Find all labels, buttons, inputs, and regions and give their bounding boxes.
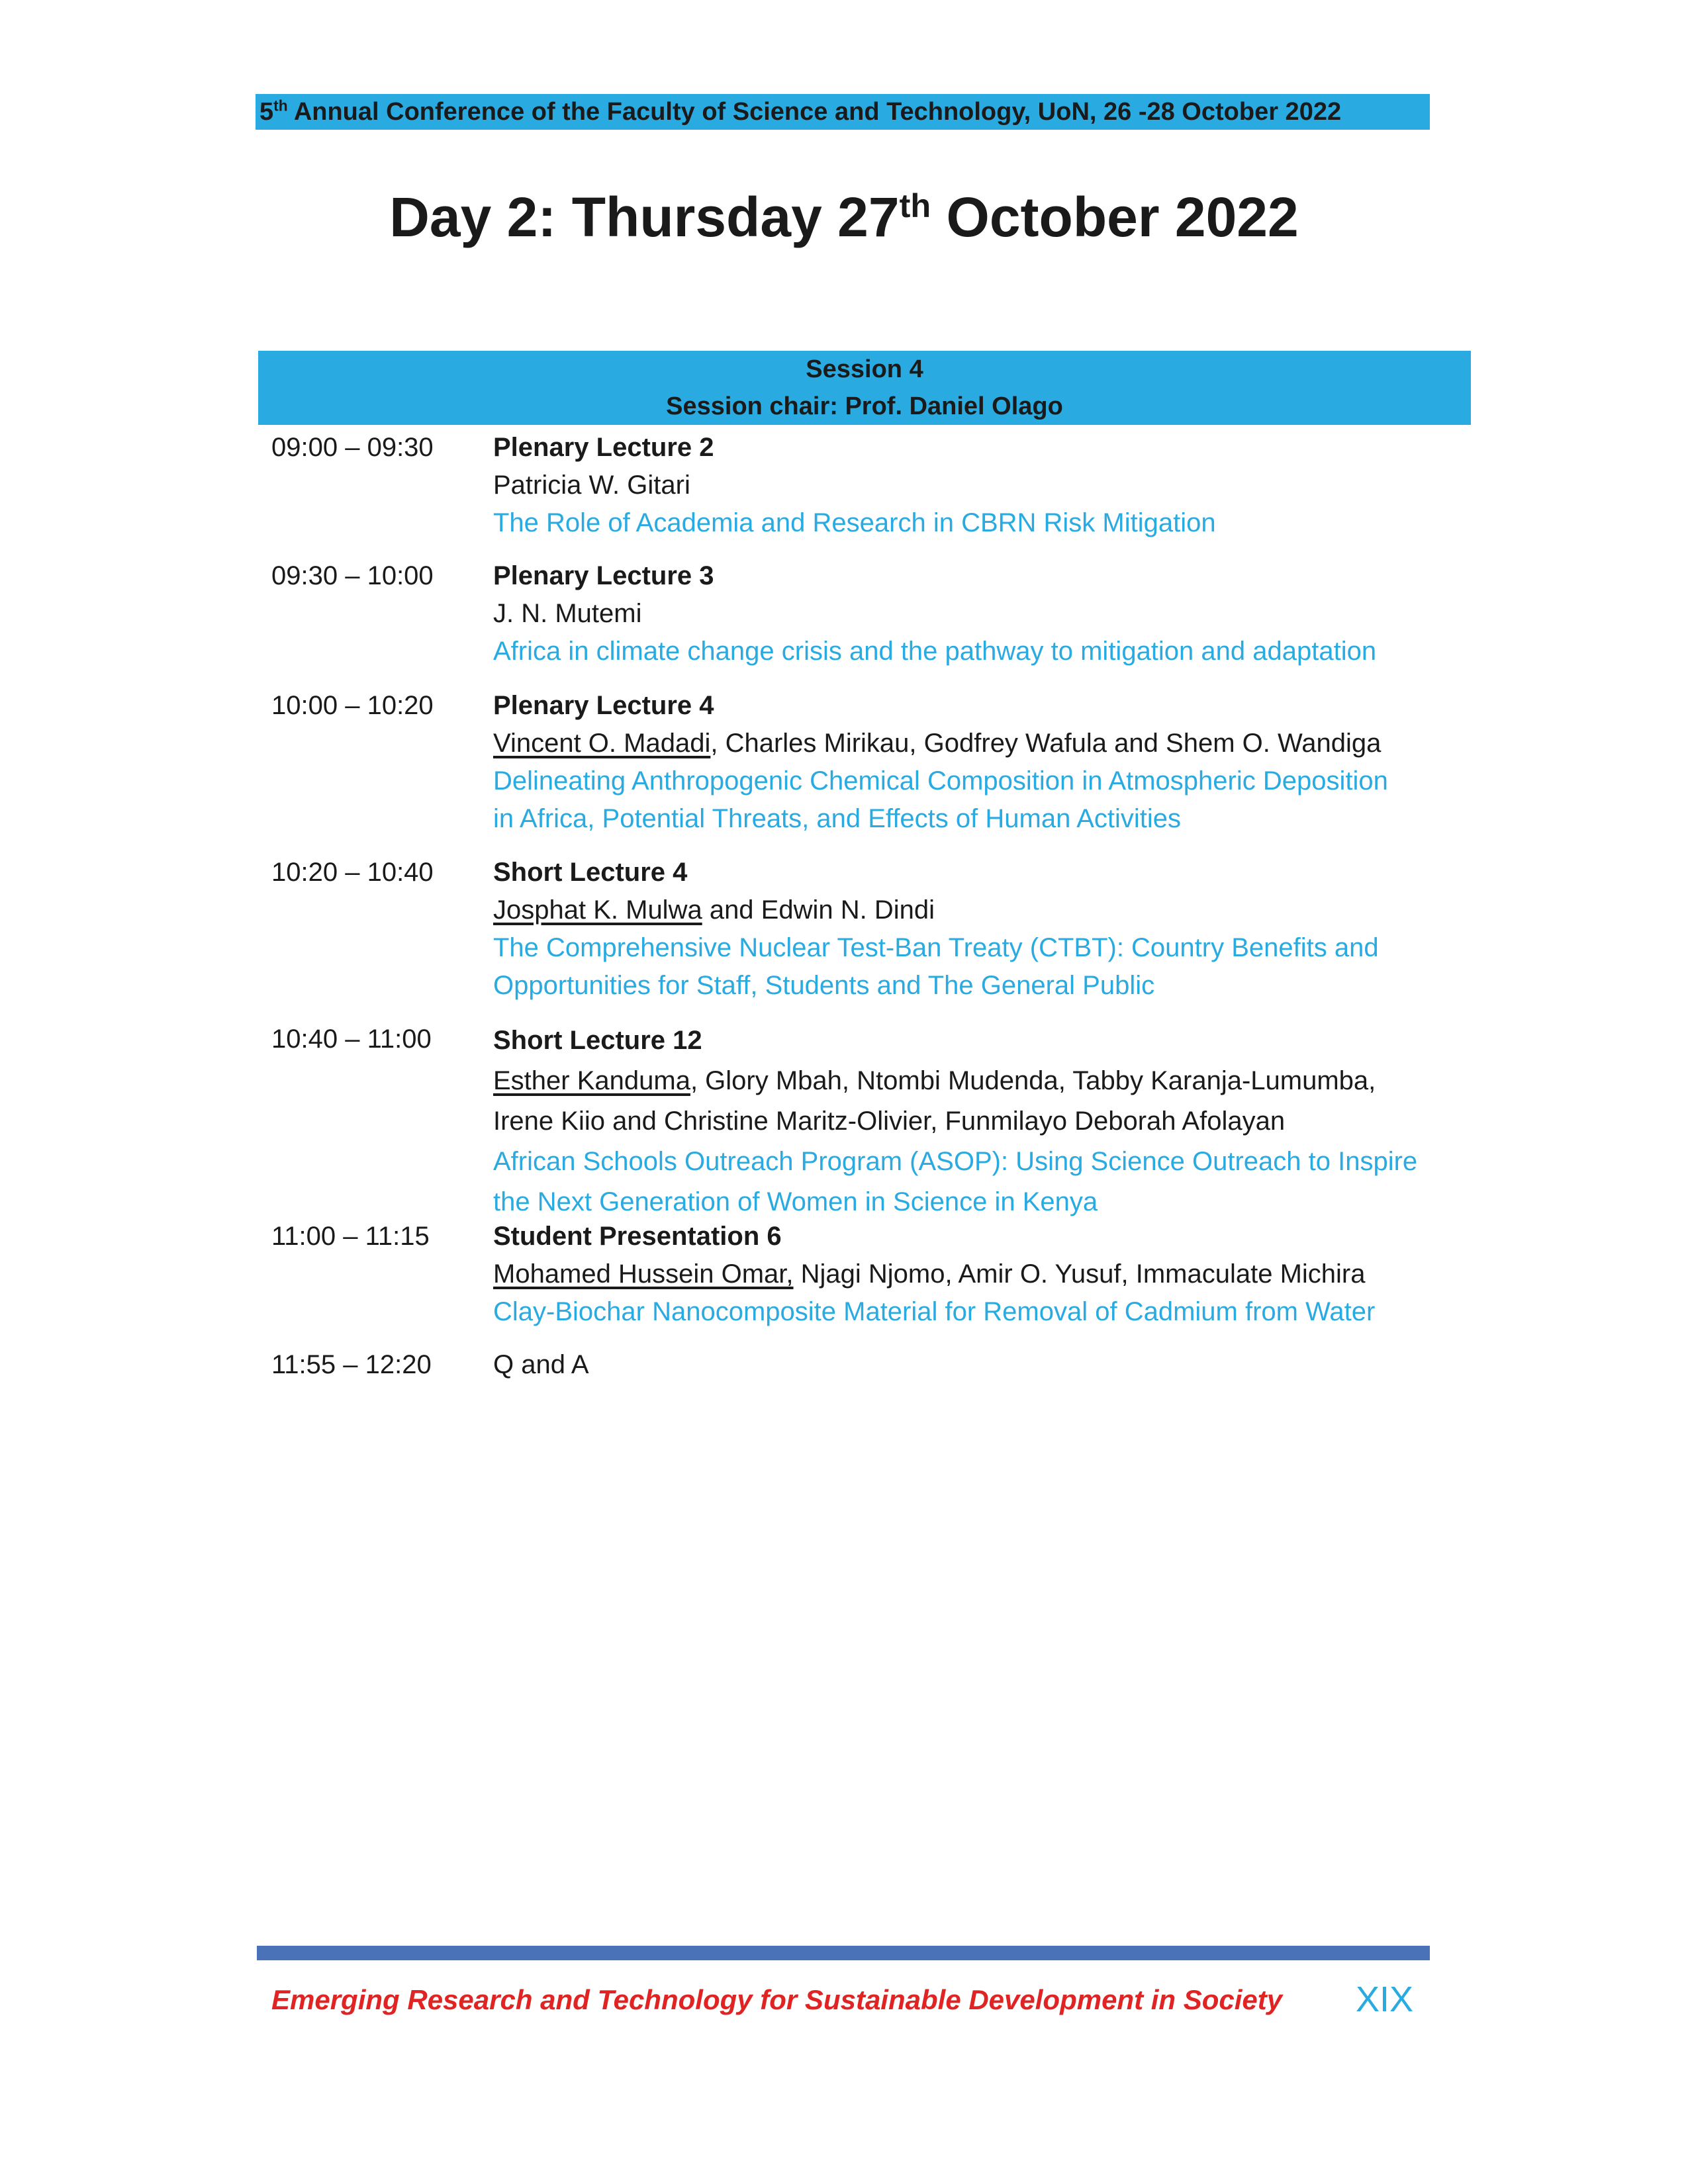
session-name: Session 4 — [806, 355, 923, 383]
schedule-content — [493, 1021, 1470, 1222]
lecture-title-line-2: in Africa, Potential Threats, and Effects of Human Activities — [493, 804, 1182, 833]
q-and-a-label: Q and A — [493, 1350, 589, 1379]
presenting-author: Vincent O. Madadi — [493, 729, 711, 758]
lecture-type: Plenary Lecture 4 — [493, 691, 714, 720]
session-header — [258, 351, 1471, 425]
page-title-prefix: Day 2: Thursday 27 — [389, 186, 900, 248]
co-authors: J. N. Mutemi — [493, 599, 642, 628]
presenting-author: Esther Kanduma — [493, 1066, 690, 1095]
page-number: XIX — [1356, 1979, 1414, 2019]
lecture-title: Clay-Biochar Nanocomposite Material for Removal of Cadmium from Water — [493, 1297, 1376, 1326]
schedule-time: 10:20 – 10:40 — [271, 858, 434, 887]
schedule-time: 10:40 – 11:00 — [271, 1024, 432, 1054]
lecture-title-line-2: the Next Generation of Women in Science in Kenya — [493, 1187, 1098, 1216]
page-title-suffix: th — [899, 187, 931, 224]
lecture-title-line-1: African Schools Outreach Program (ASOP): Using Science Outreach to Inspire — [493, 1147, 1418, 1176]
schedule-content — [493, 854, 1470, 1005]
schedule-time: 10:00 – 10:20 — [271, 691, 434, 720]
schedule-time: 09:00 – 09:30 — [271, 433, 434, 462]
conference-header-text: Annual Conference of the Faculty of Science and Technology, UoN, 26 -28 October 2022 — [287, 98, 1342, 126]
lecture-title-line-1: The Comprehensive Nuclear Test-Ban Treaty (CTBT): Country Benefits and — [493, 933, 1379, 962]
schedule-time: 11:00 – 11:15 — [271, 1222, 430, 1251]
session-chair: Session chair: Prof. Daniel Olago — [666, 392, 1063, 420]
lecture-title-line-2: Opportunities for Staff, Students and The General Public — [493, 971, 1155, 1000]
lecture-authors — [493, 725, 1470, 762]
schedule-content — [493, 1218, 1470, 1331]
lecture-authors — [493, 1061, 1470, 1101]
lecture-type: Student Presentation 6 — [493, 1222, 782, 1251]
co-authors: , Glory Mbah, Ntombi Mudenda, Tabby Karanja-Lumumba, — [690, 1066, 1376, 1095]
lecture-type: Short Lecture 4 — [493, 858, 688, 887]
presenting-author: Mohamed Hussein Omar, — [493, 1259, 794, 1289]
schedule-content — [493, 687, 1470, 838]
footer-tagline: Emerging Research and Technology for Sustainable Development in Society — [271, 1984, 1283, 2015]
lecture-authors — [493, 595, 1470, 633]
lecture-authors — [493, 1255, 1470, 1293]
co-authors: and Edwin N. Dindi — [702, 895, 935, 925]
lecture-authors-line-2: Irene Kiio and Christine Maritz-Olivier, Funmilayo Deborah Afolayan — [493, 1107, 1286, 1136]
presenting-author: Josphat K. Mulwa — [493, 895, 702, 925]
schedule-time: 11:55 – 12:20 — [271, 1350, 432, 1379]
page-title-rest: October 2022 — [931, 186, 1299, 248]
lecture-type: Plenary Lecture 2 — [493, 433, 714, 462]
co-authors: Njagi Njomo, Amir O. Yusuf, Immaculate Michira — [793, 1259, 1366, 1289]
footer-divider — [257, 1946, 1430, 1960]
conference-header — [256, 94, 1430, 130]
lecture-type: Plenary Lecture 3 — [493, 561, 714, 590]
co-authors: , Charles Mirikau, Godfrey Wafula and Shem O. Wandiga — [710, 729, 1382, 758]
conference-ordinal: 5 — [259, 98, 274, 126]
co-authors: Patricia W. Gitari — [493, 471, 690, 500]
page-title — [0, 185, 1688, 250]
lecture-authors — [493, 467, 1470, 504]
lecture-authors — [493, 891, 1470, 929]
schedule-content — [493, 429, 1470, 542]
schedule-content — [493, 557, 1470, 670]
schedule-content — [493, 1346, 1470, 1384]
lecture-title: Africa in climate change crisis and the pathway to mitigation and adaptation — [493, 637, 1377, 666]
lecture-type: Short Lecture 12 — [493, 1026, 702, 1055]
lecture-title: The Role of Academia and Research in CBRN Risk Mitigation — [493, 508, 1216, 537]
conference-ordinal-suffix: th — [273, 97, 288, 114]
schedule-time: 09:30 – 10:00 — [271, 561, 434, 590]
lecture-title-line-1: Delineating Anthropogenic Chemical Composition in Atmospheric Deposition — [493, 766, 1388, 796]
